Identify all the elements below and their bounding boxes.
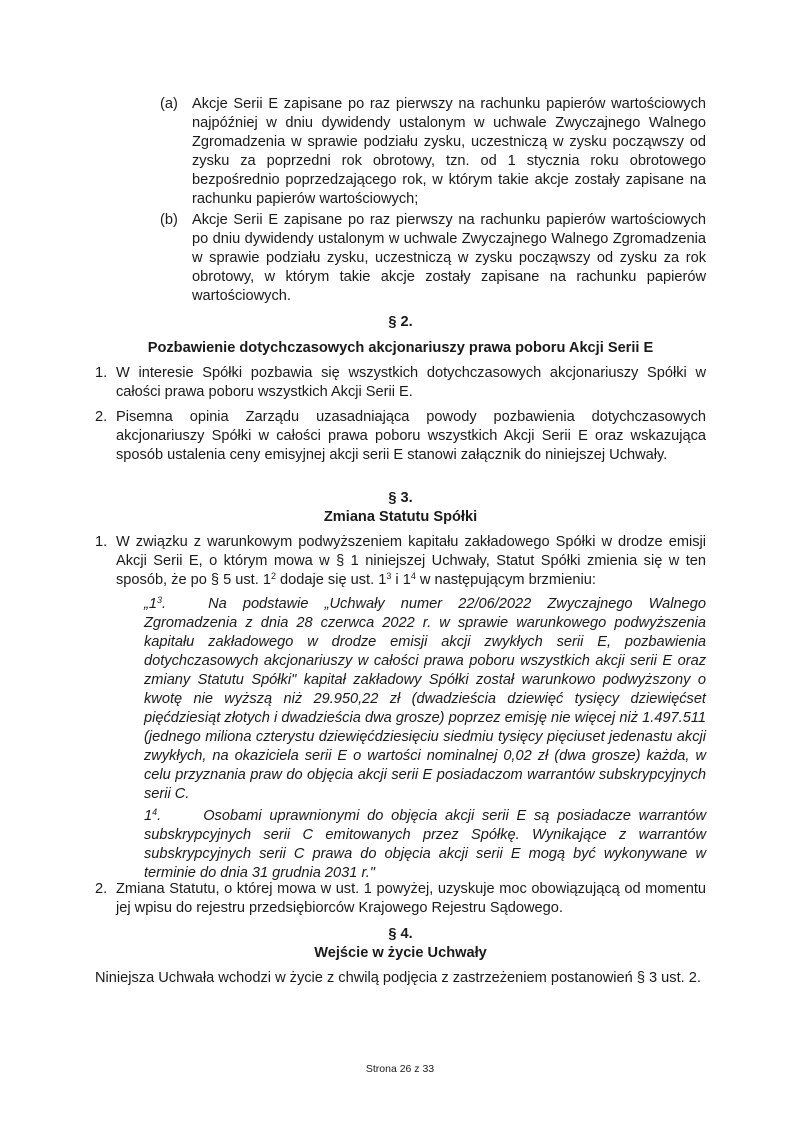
- statute-quote-1-4: $1^4$. Osobami uprawnionymi do objęcia akcji serii E są posiadacze warrantów subskrypcyjnych serii C emitowanych przez Spółkę. Wynikające z warrantów subskrypcyjnych serii C prawa do objęcia akcji serii E mogą być wykonywane w terminie do dnia 31 grudnia 2031 r.": [144, 807, 706, 881]
- section-2-item-2: [95, 408, 706, 465]
- section-3-item-1: [95, 533, 706, 590]
- list-item-b: [160, 211, 706, 306]
- list-label: (b): [160, 212, 178, 228]
- statute-quote-1-3: $„1^3$. Na podstawie „Uchwały numer 22/06/2022 Zwyczajnego Walnego Zgromadzenia z dnia 28 czerwca 2022 r. w sprawie warunkowego podwyższenia kapitału zakładowego w drodze emisji akcji zwykłych serii E, pozbawienia dotychczasowych akcjonariuszy w całości prawa poboru wszystkich akcji serii E oraz zmiany Statutu Spółki" kapitał zakładowy Spółki został warunkowo podwyższony o kwotę nie wyższą niż 29.950,22 zł (dwadzieścia dziewięć tysięcy dziewięćset pięćdziesiąt złotych i dwadzieścia dwa grosze) poprzez emisję nie więcej niż 1.497.511 (jednego miliona czterystu dziewięćdziesięciu siedmiu tysięcy pięciuset jedenastu akcji zwykłych, na okaziciela serii E o wartości nominalnej 0,02 zł (dwa grosze) każda, w celu przyznania praw do objęcia akcji serii E posiadaczom warrantów subskrypcyjnych serii C.: [144, 595, 706, 802]
- list-label: 2.: [95, 409, 108, 425]
- section-2-number: § 2.: [388, 314, 413, 330]
- list-text: Pisemna opinia Zarządu uzasadniająca powody pozbawienia dotychczasowych akcjonariuszy Spółki w całości prawa poboru wszystkich Akcji Serii E oraz wskazująca sposób ustalenia ceny emisyjnej akcji serii E stanowi załącznik do niniejszej Uchwały.: [116, 409, 706, 463]
- list-label: 1.: [95, 534, 108, 550]
- section-2-item-1: [95, 364, 706, 402]
- list-text: W związku z warunkowym podwyższeniem kapitału zakładowego Spółki w drodze emisji Akcji Serii E, o którym mowa w § 1 niniejszej Uchwały, Statut Spółki zmienia się w ten sposób, że po § 5 ust. $1^2$ dodaje się ust. $1^3$ i $1^4$ w następującym brzmieniu:: [116, 534, 706, 588]
- list-item-a: [160, 95, 706, 209]
- section-3-title: Zmiana Statutu Spółki: [323, 509, 478, 525]
- list-label: 2.: [95, 881, 108, 897]
- list-text: Zmiana Statutu, o której mowa w ust. 1 powyżej, uzyskuje moc obowiązującą od momentu jej wpisu do rejestru przedsiębiorców Krajowego Rejestru Sądowego.: [116, 881, 706, 916]
- list-text: Akcje Serii E zapisane po raz pierwszy na rachunku papierów wartościowych po dniu dywidendy ustalonym w uchwale Zwyczajnego Walnego Zgromadzenia w sprawie podziału zysku, uczestniczą w zysku począwszy od zysku za rok obrotowy, w którym takie akcje zostały zapisane na rachunku papierów wartościowych.: [192, 212, 706, 304]
- section-2-title: Pozbawienie dotychczasowych akcjonariuszy prawa poboru Akcji Serii E: [147, 340, 654, 356]
- section-4-number: § 4.: [388, 926, 413, 942]
- section-4-title: Wejście w życie Uchwały: [314, 945, 487, 961]
- list-text: Akcje Serii E zapisane po raz pierwszy na rachunku papierów wartościowych najpóźniej w dniu dywidendy ustalonym w uchwale Zwyczajnego Walnego Zgromadzenia w sprawie podziału zysku, uczestniczą w zysku począwszy od zysku za poprzedni rok obrotowy, tzn. od 1 stycznia roku obrotowego bezpośrednio poprzedzającego rok, w którym takie akcje zostały zapisane na rachunku papierów wartościowych;: [192, 96, 706, 207]
- page-number-footer: Strona 26 z 33: [365, 1063, 435, 1075]
- section-3-item-2: [95, 880, 706, 918]
- list-label: (a): [160, 96, 178, 112]
- list-label: 1.: [95, 365, 108, 381]
- list-text: W interesie Spółki pozbawia się wszystkich dotychczasowych akcjonariuszy Spółki w całości prawa poboru wszystkich Akcji Serii E.: [116, 365, 706, 400]
- section-3-number: § 3.: [388, 490, 413, 506]
- section-4-text: Niniejsza Uchwała wchodzi w życie z chwilą podjęcia z zastrzeżeniem postanowień § 3 ust. 2.: [95, 970, 701, 986]
